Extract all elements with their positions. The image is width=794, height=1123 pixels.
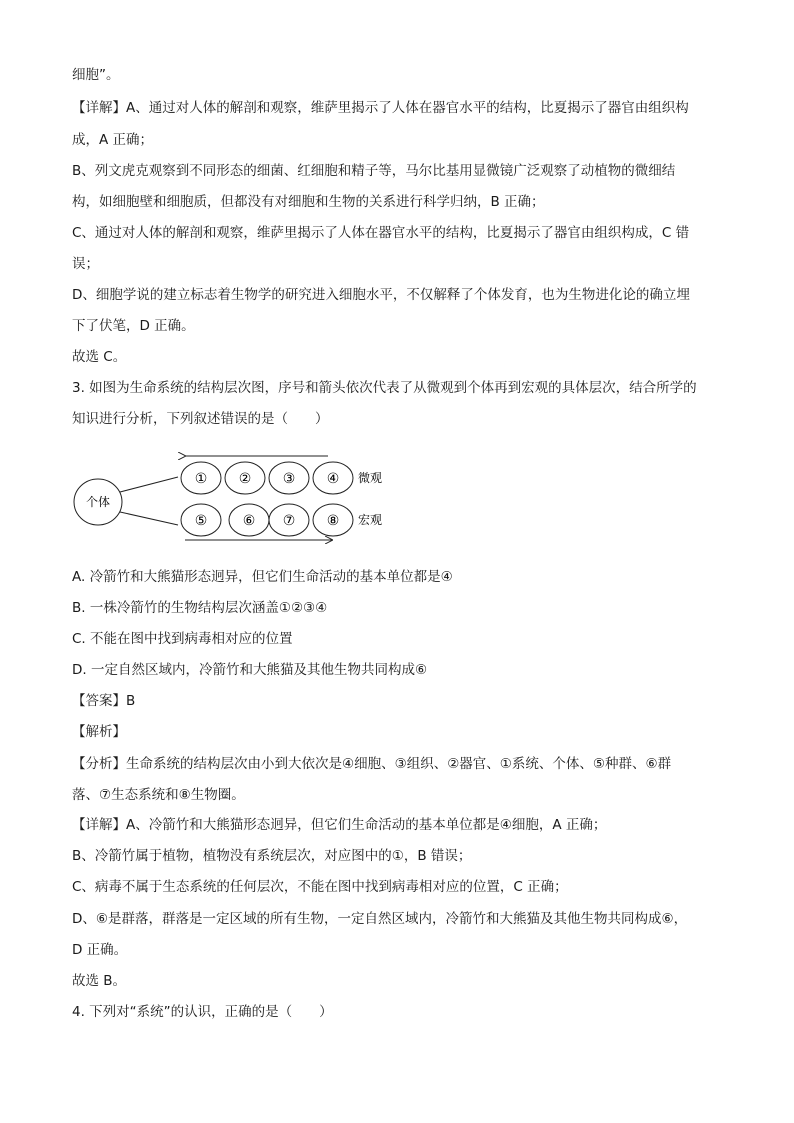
option-d: D. 一定自然区域内，冷箭竹和大熊猫及其他生物共同构成⑥ <box>72 662 428 678</box>
life-system-hierarchy-diagram <box>70 448 390 558</box>
top-row <box>181 462 353 494</box>
level-label: ③ <box>282 471 296 487</box>
bottom-row <box>181 504 353 536</box>
text-line: 细胞”。 <box>72 67 120 83</box>
text-line: 成，A 正确； <box>72 132 154 148</box>
text-line: D、细胞学说的建立标志着生物学的研究进入细胞水平，不仅解释了个体发育，也为生物进化论的确立埋 <box>72 287 690 303</box>
level-label: ⑧ <box>326 513 340 529</box>
level-label: ② <box>238 471 252 487</box>
answer: 【答案】B <box>72 693 136 709</box>
text-line: 故选 C。 <box>72 349 127 365</box>
text-line: C、病毒不属于生态系统的任何层次，不能在图中找到病毒相对应的位置，C 正确； <box>72 879 568 895</box>
text-line: B、冷箭竹属于植物，植物没有系统层次，对应图中的①，B 错误； <box>72 848 472 864</box>
analysis-heading: 【解析】 <box>72 724 126 740</box>
question-3-stem: 知识进行分析，下列叙述错误的是（ ） <box>72 411 329 427</box>
connector-bottom <box>120 512 178 525</box>
text-line: 故选 B。 <box>72 973 127 989</box>
text-line: B、列文虎克观察到不同形态的细菌、红细胞和精子等，马尔比基用显微镜广泛观察了动植物的微细结 <box>72 163 676 179</box>
question-3-stem: 3. 如图为生命系统的结构层次图，序号和箭头依次代表了从微观到个体再到宏观的具体层次，结合所学的 <box>72 380 697 396</box>
individual-label: 个体 <box>85 495 111 509</box>
question-4-stem: 4. 下列对“系统”的认识，正确的是（ ） <box>72 1004 333 1020</box>
text-line: 落、⑦生态系统和⑧生物圈。 <box>72 787 245 803</box>
text-line: C、通过对人体的解剖和观察，维萨里揭示了人体在器官水平的结构，比夏揭示了器官由组织构成，C 错 <box>72 225 690 241</box>
text-line: 【分析】生命系统的结构层次由小到大依次是④细胞、③组织、②器官、①系统、个体、⑤种群、⑥群 <box>72 756 672 772</box>
connector-top <box>120 477 178 492</box>
macro-label: 宏观 <box>358 513 383 527</box>
text-line: D 正确。 <box>72 942 128 958</box>
option-b: B. 一株冷箭竹的生物结构层次涵盖①②③④ <box>72 600 328 616</box>
level-label: ① <box>194 471 208 487</box>
level-label: ⑤ <box>194 513 208 529</box>
text-line: D、⑥是群落，群落是一定区域的所有生物，一定自然区域内，冷箭竹和大熊猫及其他生物共同构成⑥， <box>72 911 688 927</box>
level-label: ⑥ <box>242 513 256 529</box>
level-label: ⑦ <box>282 513 296 529</box>
text-line: 下了伏笔，D 正确。 <box>72 318 195 334</box>
option-c: C. 不能在图中找到病毒相对应的位置 <box>72 631 293 647</box>
micro-label: 微观 <box>358 471 383 485</box>
level-label: ④ <box>326 471 340 487</box>
text-line: 误； <box>72 256 99 272</box>
text-line: 【详解】A、通过对人体的解剖和观察，维萨里揭示了人体在器官水平的结构，比夏揭示了器官由组织构 <box>72 100 689 116</box>
text-line: 构，如细胞壁和细胞质，但都没有对细胞和生物的关系进行科学归纳，B 正确； <box>72 194 545 210</box>
text-line: 【详解】A、冷箭竹和大熊猫形态迥异，但它们生命活动的基本单位都是④细胞，A 正确； <box>72 817 607 833</box>
option-a: A. 冷箭竹和大熊猫形态迥异，但它们生命活动的基本单位都是④ <box>72 569 453 585</box>
